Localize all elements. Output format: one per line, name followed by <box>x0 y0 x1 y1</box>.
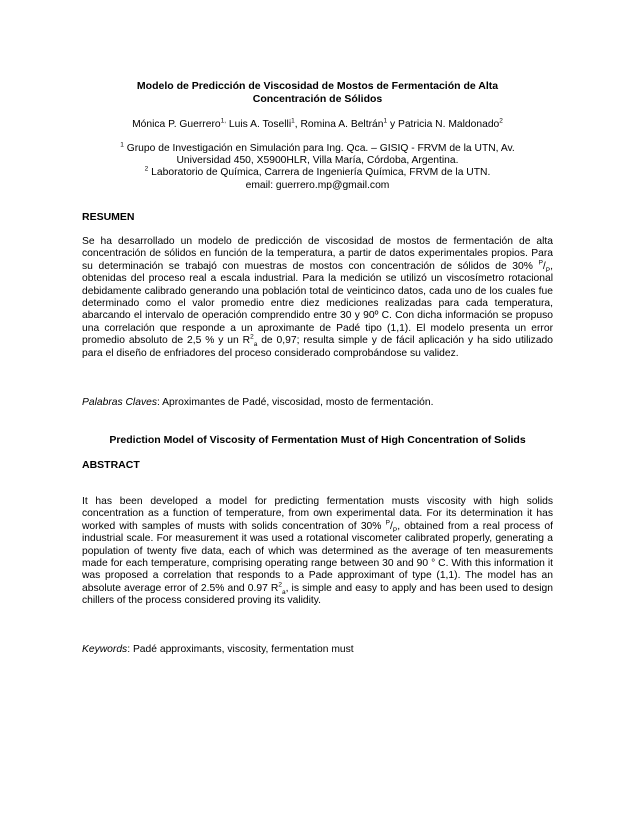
title-spanish <box>82 80 553 106</box>
abstract-fraction-numerator: P <box>385 519 390 527</box>
resumen-text-3: de 0,97; resulta simple y de fácil aplicación y ha sido utilizado para el diseño de enfriadores del proceso considerado comprobándose su validez. <box>82 335 553 359</box>
resumen-fraction-denominator: P <box>545 266 551 274</box>
title-english: Prediction Model of Viscosity of Fermentation Must of High Concentration of Solids <box>109 434 526 446</box>
abstract-heading: ABSTRACT <box>82 459 140 471</box>
affiliation-1 <box>82 143 553 167</box>
affiliation-1-line-1: Grupo de Investigación en Simulación para Ing. Qca. – GISIQ - FRVM de la UTN, Av. <box>126 143 515 154</box>
abstract-r-subscript: a <box>281 588 286 596</box>
abstract-fraction-denominator: P <box>392 526 398 534</box>
author-toselli-affil: 1 <box>291 117 295 125</box>
affiliation-2-number: 2 <box>144 165 149 173</box>
keywords-spanish <box>82 397 553 409</box>
author-maldonado: y Patricia N. Maldonado <box>387 119 500 130</box>
abstract-paragraph <box>82 496 553 608</box>
resumen-text-2: , obtenidas del proceso real a escala industrial. Para la medición se utilizó un viscosímetro rotacional debidamente calibrado generando una población total de veinticinco datos, cada uno de los cuales fue determinado como el valor promedio entre diez mediciones realizadas para cada temperatura, abarcando el intervalo de operación comprendido entre 30 y 90º C. Con dicha información se propuso una correlación que responde a un aproximante de Padé tipo (1,1). El modelo presenta un error promedio absoluto de 2,5 % y un R <box>82 260 553 347</box>
keywords-english <box>82 644 553 656</box>
author-beltran-affil: 1 <box>383 117 388 125</box>
title-spanish-line-1: Modelo de Predicción de Viscosidad de Mostos de Fermentación de Alta <box>136 80 499 92</box>
abstract-text-2: , obtained from a real process of industrial scale. For measurement it was used a rotational viscometer calibrated properly, generating a population of twenty five data, each of which was determined as the average of ten measurements made for each temperature, comprising operating range between 30 and 90 ° C. With this information it was proposed a correlation that responds to a Pade approximant of type (1,1). The model has an absolute average error of 2.5% and 0.97 R <box>82 520 553 594</box>
resumen-heading: RESUMEN <box>82 211 135 223</box>
keywords-english-text: : Padé approximants, viscosity, fermentation must <box>127 644 354 655</box>
resumen-text-1: Se ha desarrollado un modelo de predicción de viscosidad de mostos de fermentación de alta concentración de sólidos en función de la temperatura, a partir de datos experimentales propios. Para su determinación se trabajó con muestras de mostos con concentración de sólidos de 30% <box>82 236 553 272</box>
affiliation-1-line-2: Universidad 450, X5900HLR, Villa María, Córdoba, Argentina. <box>176 155 459 167</box>
author-maldonado-affil: 2 <box>499 117 503 125</box>
resumen-fraction-slash: / <box>542 260 546 272</box>
abstract-r-squared: 2 <box>278 581 282 589</box>
resumen-paragraph <box>82 236 553 360</box>
affiliations <box>82 143 553 192</box>
resumen-r-squared: 2 <box>250 333 254 341</box>
title-spanish-line-2: Concentración de Sólidos <box>252 93 383 105</box>
author-toselli: Luis A. Toselli <box>228 119 292 130</box>
keywords-spanish-text: : Aproximantes de Padé, viscosidad, mosto de fermentación. <box>156 397 434 408</box>
author-guerrero: Mónica P. Guerrero <box>132 119 221 130</box>
affiliation-1-number: 1 <box>120 141 124 149</box>
affiliation-2 <box>82 167 553 179</box>
author-list <box>82 119 553 131</box>
affiliation-2-text: Laboratorio de Química, Carrera de Ingeniería Química, FRVM de la UTN. <box>151 167 491 179</box>
author-beltran: , Romina A. Beltrán <box>294 119 384 130</box>
abstract-text-1: It has been developed a model for predicting fermentation musts viscosity with high solids concentration as a function of temperature, from own experimental data. For its determination it has worked with samples of musts with solids concentration of 30% <box>82 496 553 532</box>
abstract-text-3: , is simple and easy to apply and has been used to design chillers of the process considered proving its validity. <box>82 582 553 607</box>
abstract-fraction-slash: / <box>390 520 393 532</box>
keywords-spanish-label: Palabras Claves <box>82 397 157 408</box>
keywords-english-label: Keywords <box>82 644 128 655</box>
resumen-fraction-numerator: P <box>538 259 543 267</box>
contact-email: email: guerrero.mp@gmail.com <box>245 179 390 191</box>
resumen-r-subscript: a <box>253 341 258 349</box>
author-guerrero-affil: 1, <box>220 117 227 125</box>
